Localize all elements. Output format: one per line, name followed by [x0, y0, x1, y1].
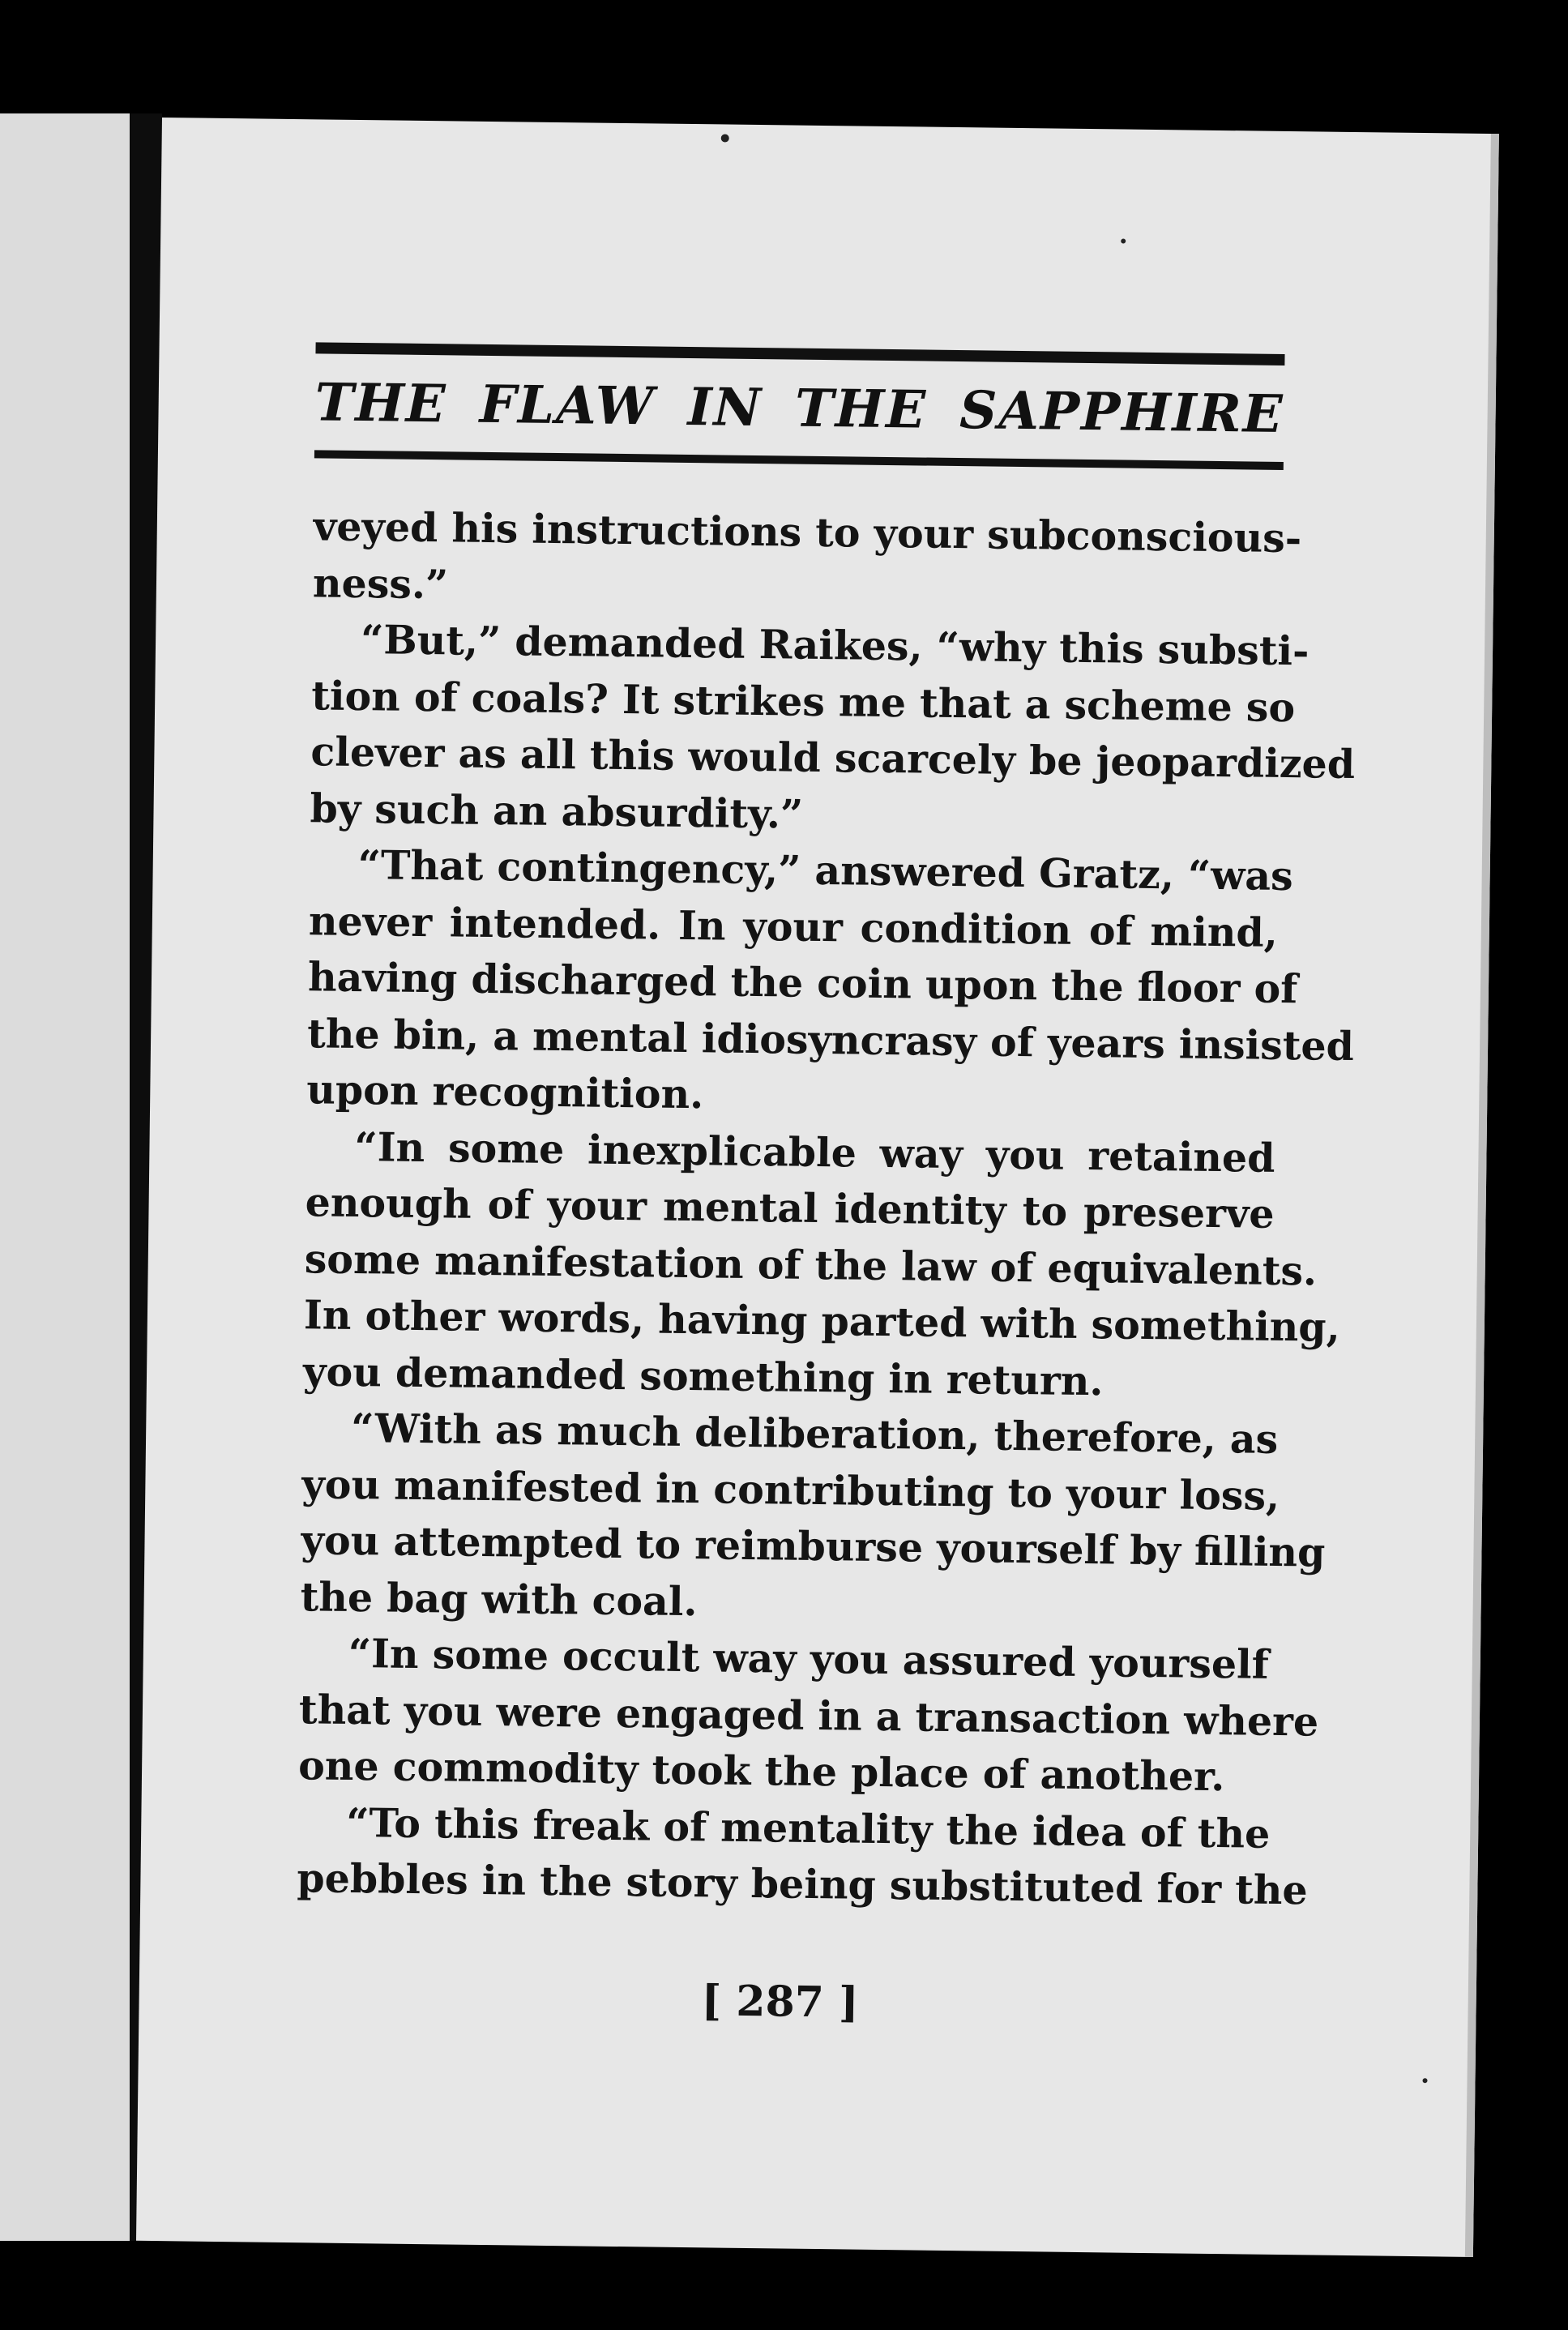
facing-page-edge: [0, 113, 130, 2241]
text-line: “But,” demanded Raikes, “why this substi-: [360, 616, 1310, 675]
text-line: the bag with coal.: [300, 1572, 698, 1625]
header-rule-top: [315, 342, 1284, 366]
text-line: pebbles in the story being substituted for the: [297, 1854, 1308, 1914]
text-line: veyed his instructions to your subconscious-: [313, 502, 1302, 562]
text-line: clever as all this would scarcely be jeopardized: [310, 728, 1356, 789]
text-line: “To this freak of mentality the idea of the: [345, 1798, 1271, 1858]
text-line: you attempted to reimburse yourself by filling: [301, 1516, 1326, 1576]
text-line: that you were engaged in a transaction where: [298, 1685, 1319, 1746]
running-head: [314, 372, 1284, 446]
print-speck: [1121, 238, 1126, 243]
print-speck: [1422, 2078, 1427, 2083]
running-head-word: FLAW: [479, 374, 656, 438]
text-line: upon recognition.: [306, 1066, 704, 1118]
text-line: by such an absurdity.”: [310, 784, 804, 838]
text-line: “With as much deliberation, therefore, as: [350, 1404, 1279, 1463]
book-page: [136, 118, 1499, 2257]
running-head-word: IN: [687, 376, 763, 439]
page-number: [ 287 ]: [701, 1976, 860, 2028]
text-line: “In some occult way you assured yourself: [348, 1629, 1270, 1688]
text-line: “In some inexplicable way you retained: [354, 1122, 1275, 1182]
text-line: In other words, having parted with something,: [303, 1291, 1341, 1351]
running-head-word: SAPPHIRE: [959, 380, 1285, 445]
text-line: you manifested in contributing to your loss,: [301, 1460, 1280, 1520]
text-line: “That contingency,” answered Gratz, “was: [357, 841, 1294, 900]
text-line: some manifestation of the law of equivalents.: [304, 1234, 1318, 1295]
print-speck: [721, 134, 729, 142]
running-head-word: THE: [314, 372, 448, 435]
text-line: ness.”: [312, 558, 449, 608]
text-line: tion of coals? It strikes me that a scheme so: [310, 671, 1296, 731]
text-line: enough of your mental identity to preserve: [305, 1178, 1275, 1238]
text-line: never intended. In your condition of mind,: [308, 896, 1279, 956]
text-line: having discharged the coin upon the floor of: [307, 953, 1298, 1013]
text-line: the bin, a mental idiosyncrasy of years insisted: [306, 1009, 1355, 1070]
text-line: you demanded something in return.: [302, 1347, 1104, 1404]
running-head-word: THE: [794, 378, 928, 441]
body-text: [297, 498, 1356, 1918]
header-rule-bottom: [314, 450, 1284, 470]
text-line: one commodity took the place of another.: [297, 1742, 1225, 1801]
